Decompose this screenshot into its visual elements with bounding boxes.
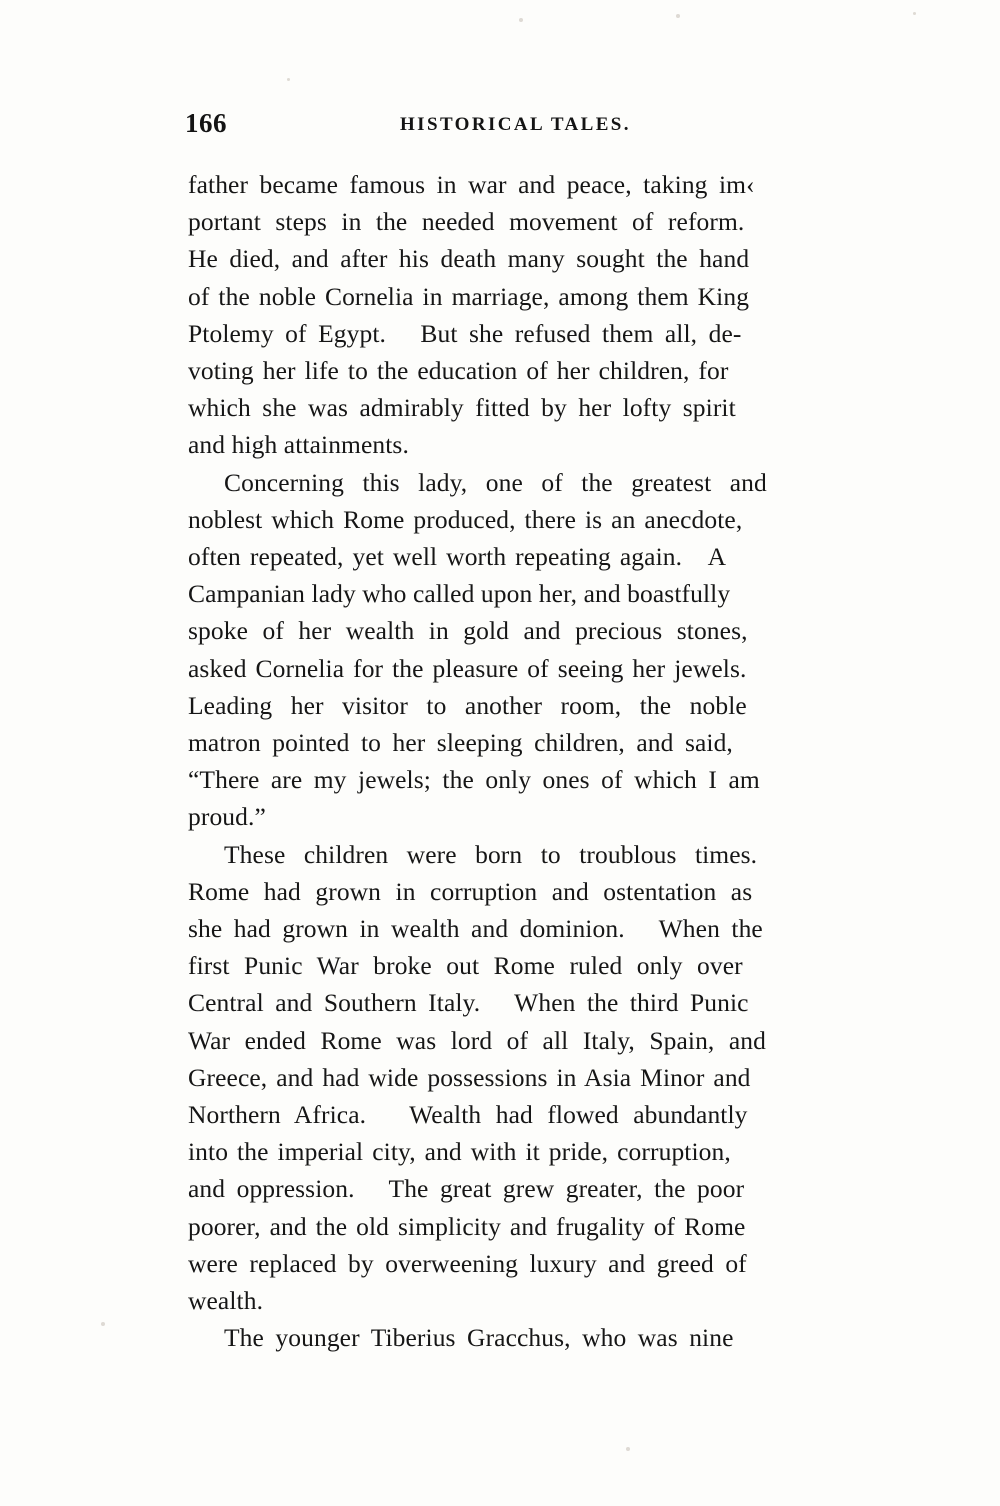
text-line: portant steps in the needed movement of reform. xyxy=(188,207,745,237)
text-line: War ended Rome was lord of all Italy, Spain, and xyxy=(188,1025,766,1055)
text-line: Central and Southern Italy. When the third Punic xyxy=(188,988,749,1018)
text-line: spoke of her wealth in gold and precious stones, xyxy=(188,616,748,646)
text-line: Concerning this lady, one of the greatest and xyxy=(224,467,767,497)
paper-speck xyxy=(626,1447,630,1451)
text-line: wealth. xyxy=(188,1286,264,1316)
text-line: Northern Africa. Wealth had flowed abundantly xyxy=(188,1100,748,1130)
text-line: proud.” xyxy=(188,802,266,832)
text-line: Ptolemy of Egypt. But she refused them all, de- xyxy=(188,318,742,348)
text-line: These children were born to troublous times. xyxy=(224,839,758,869)
text-line: first Punic War broke out Rome ruled only over xyxy=(188,951,743,981)
text-line: into the imperial city, and with it pride, corruption, xyxy=(188,1137,731,1167)
text-line: were replaced by overweening luxury and greed of xyxy=(188,1248,747,1278)
paper-speck xyxy=(676,14,680,18)
paper-speck xyxy=(287,78,290,81)
text-line: of the noble Cornelia in marriage, among them King xyxy=(188,281,750,311)
paper-speck xyxy=(519,18,523,22)
text-line: often repeated, yet well worth repeating again. A xyxy=(188,542,727,572)
paper-speck xyxy=(101,1322,105,1326)
text-line: noblest which Rome produced, there is an anecdote, xyxy=(188,504,743,534)
paper-speck xyxy=(913,12,916,15)
text-line: and high attainments. xyxy=(188,430,409,460)
text-line: voting her life to the education of her children, for xyxy=(188,356,729,386)
page-number: 166 xyxy=(185,108,227,138)
text-line: Rome had grown in corruption and ostentation as xyxy=(188,876,753,906)
page-header xyxy=(185,108,845,142)
page-body xyxy=(188,166,853,1357)
text-line: matron pointed to her sleeping children, and said, xyxy=(188,728,733,758)
text-line: she had grown in wealth and dominion. When the xyxy=(188,914,763,944)
running-head: HISTORICAL TALES. xyxy=(400,114,631,135)
text-line: He died, and after his death many sought the hand xyxy=(188,244,750,274)
text-line: “There are my jewels; the only ones of which I am xyxy=(188,765,760,795)
text-line: which she was admirably fitted by her lofty spirit xyxy=(188,393,736,423)
text-line: The younger Tiberius Gracchus, who was nine xyxy=(224,1323,734,1353)
text-line: poorer, and the old simplicity and frugality of Rome xyxy=(188,1211,746,1241)
text-line: and oppression. The great grew greater, the poor xyxy=(188,1174,745,1204)
text-line: father became famous in war and peace, taking im‹ xyxy=(188,170,755,199)
text-line: Leading her visitor to another room, the noble xyxy=(188,690,747,720)
text-line: Greece, and had wide possessions in Asia Minor and xyxy=(188,1062,751,1092)
text-line: Campanian lady who called upon her, and boastfully xyxy=(188,579,731,609)
text-line: asked Cornelia for the pleasure of seeing her jewels. xyxy=(188,653,747,683)
